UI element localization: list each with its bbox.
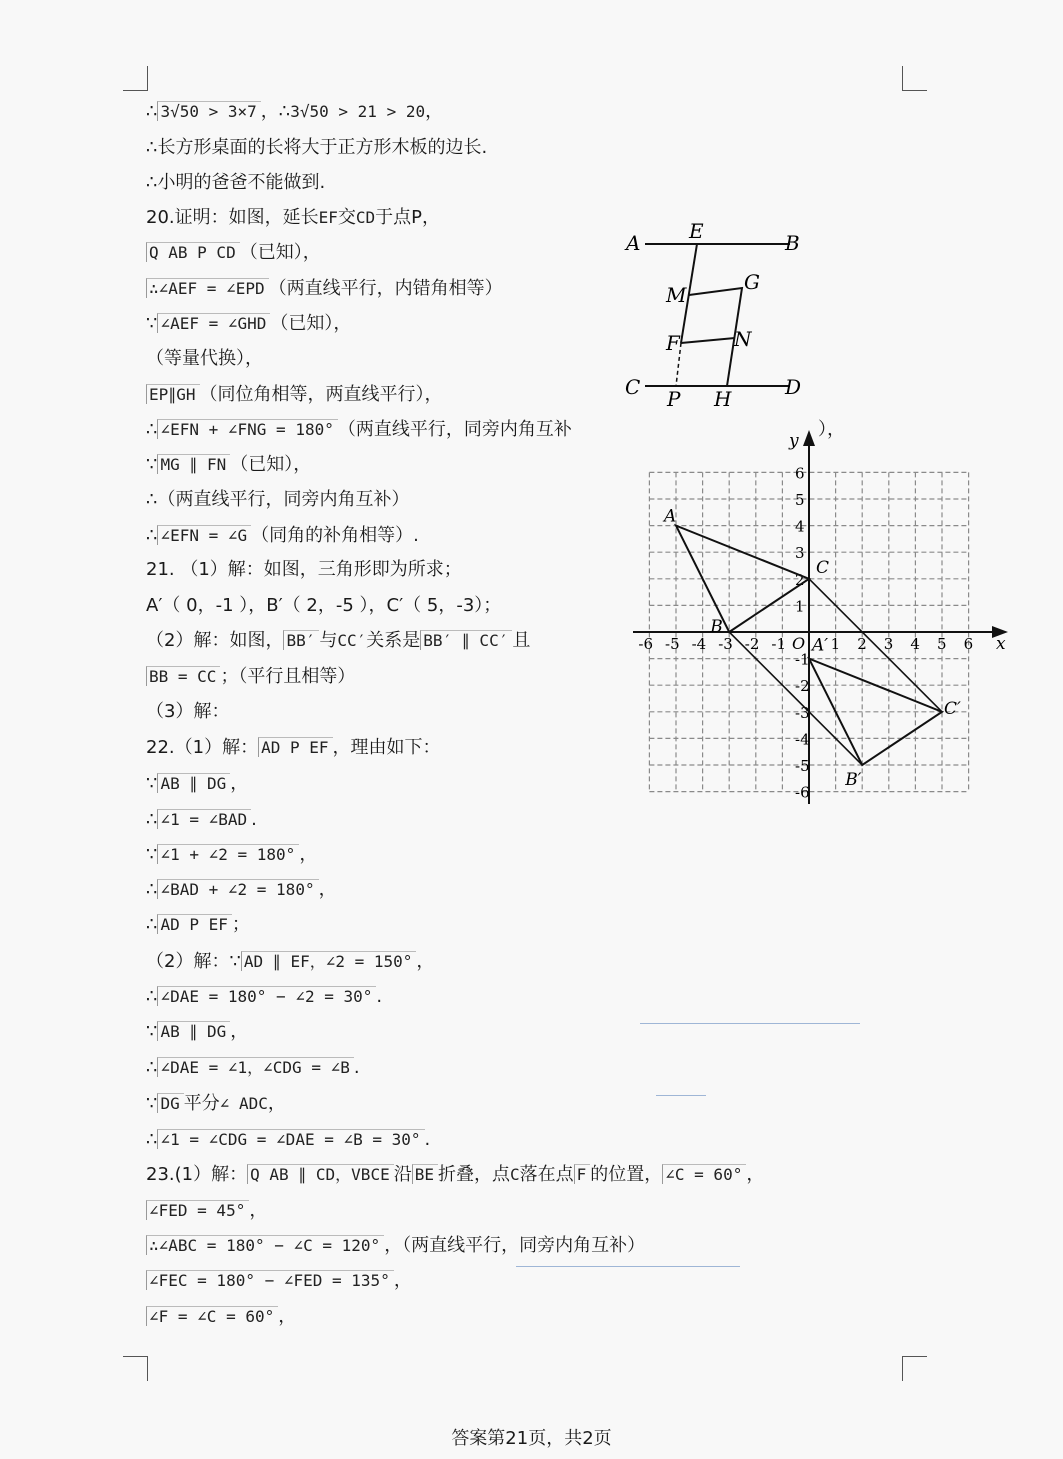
text-fragment: ∴ [146,101,158,122]
label-e: E [689,219,704,243]
page-footer: 答案第21页，共2页 [451,1428,612,1449]
math-expression: ∠FED = 45° [146,1200,249,1220]
label-g: G [744,270,760,294]
math-expression: EP∥GH [146,384,200,404]
x-tick-label: -2 [744,635,760,653]
text-line [146,418,572,442]
label-a: A [626,231,641,255]
y-tick-label: 4 [795,517,805,536]
text-fragment: ∴ [146,986,158,1007]
math-expression: Q AB ∥ CD，VBCE [247,1164,394,1184]
label-n: N [734,327,752,351]
text-fragment: ， [249,1200,268,1221]
text-fragment: 21. （1）解：如图，三角形即为所求； [146,559,462,580]
text-fragment: ∴ [146,809,158,830]
text-fragment: 关系是 [366,630,421,651]
math-expression: DG [157,1093,183,1113]
scan-line-3 [516,1266,740,1267]
y-tick-label: -5 [795,757,810,775]
text-line [146,558,462,582]
point-label: A [664,506,677,527]
text-fragment: 平分 [183,1093,220,1114]
text-line [146,347,263,371]
text-fragment: ， [425,101,444,122]
text-fragment: ， [416,951,435,972]
text-fragment: ，（两直线平行，同旁内角互补） [384,1235,646,1256]
parallel-lines-figure [620,218,820,418]
y-tick-label: 6 [795,464,805,483]
text-line [146,985,382,1009]
text-fragment: 23.(1）解： [146,1164,248,1185]
text-line [146,913,250,937]
crop-mark-bottom-left [123,1356,148,1381]
text-fragment: （等量代换）， [146,348,263,369]
math-expression: ∠1 + ∠2 = 180° [157,844,299,864]
point-label: B [710,617,723,637]
point-label: C′ [944,698,961,719]
text-fragment: ∴小明的爸爸不能做到. [146,172,326,193]
text-fragment: ∴（两直线平行，同旁内角互补） [146,489,410,510]
text-line [146,277,503,301]
label-h: H [714,387,732,411]
text-line [146,1199,267,1223]
text-fragment: ∵ [146,313,158,334]
math-expression: ∠DAE = 180° − ∠2 = 30° [157,986,376,1006]
math-expression: AD ∥ EF，∠2 = 150° [241,951,417,971]
x-tick-label: 4 [910,635,920,653]
math-expression: 3√50 > 3×7 [157,101,260,121]
text-line [146,772,248,796]
math-expression: EF [318,208,338,227]
segment-cc-prime [809,579,942,712]
text-line [146,206,440,230]
text-fragment: . [376,986,383,1007]
math-expression: BE [412,1164,438,1184]
text-line [146,1269,412,1293]
math-expression: AB ∥ DG [157,1021,230,1041]
x-axis-label: x [996,634,1006,654]
text-fragment: ∴ [146,525,158,546]
text-line [146,1056,360,1080]
text-fragment: 20.证明：如图，延长 [146,207,319,228]
text-fragment: ∴ [146,879,158,900]
text-fragment: （两直线平行，同旁内角互补 [337,419,572,440]
math-expression: CC′ [337,631,367,650]
x-tick-label: -6 [638,635,654,653]
text-fragment: ， [267,1093,286,1114]
text-fragment: （已知）， [239,242,321,263]
text-line [146,453,311,477]
text-fragment: . [251,809,257,830]
y-tick-label: -4 [795,730,810,749]
text-fragment: （同角的补角相等）. [251,525,419,546]
origin-label: O [792,634,806,653]
x-tick-label: 6 [963,635,974,653]
text-fragment: ， [278,1306,297,1327]
text-line [146,594,501,618]
label-b: B [785,231,800,255]
math-expression: ∠AEF = ∠GHD [157,313,270,333]
text-line [146,241,321,265]
x-tick-label: 1 [830,635,841,653]
text-fragment: 落在点 [519,1164,574,1185]
x-tick-label: 2 [857,635,867,653]
text-fragment: ∵ [146,773,158,794]
text-line [146,312,351,336]
math-expression: BB = CC [146,666,220,686]
text-fragment: （同位角相等，两直线平行）， [199,384,443,405]
x-tick-label: -1 [771,635,787,653]
crop-mark-top-left [123,66,148,91]
math-expression: ∠DAE = ∠1，∠CDG = ∠B [157,1057,353,1077]
text-line [146,878,337,902]
scan-line-1 [640,1023,860,1024]
x-tick-label: -5 [665,635,680,653]
text-fragment: ， [230,1021,249,1042]
y-tick-label: 3 [795,544,805,563]
text-fragment: ，理由如下： [332,737,441,758]
text-fragment: ， [230,773,249,794]
point-label: C [816,557,830,578]
label-f: F [666,331,680,355]
math-expression: AB ∥ DG [157,773,230,793]
math-expression: AD P EF [157,914,231,934]
math-expression: ∠EFN = ∠G [157,525,251,545]
text-line [146,950,434,974]
math-expression: ∠BAD + ∠2 = 180° [157,879,318,899]
text-fragment: ； [231,914,250,935]
point-label: B′ [845,770,862,790]
text-fragment: （2）解：∵ [146,951,241,972]
label-d: D [785,375,802,399]
math-expression: ∠1 = ∠BAD [157,809,251,829]
math-expression: ∴∠ABC = 180° − ∠C = 120° [146,1235,384,1255]
text-fragment: . [424,1129,431,1150]
scan-line-2 [656,1095,706,1096]
text-fragment: 且 [512,630,531,651]
text-fragment: 与 [319,630,338,651]
math-expression: 3√50 > 21 > 20 [290,102,426,121]
y-tick-label: -2 [795,677,810,696]
text-line [146,629,530,653]
label-m: M [666,283,687,307]
text-fragment: A′（ 0，-1 ），B′（ 2，-5 ），C′（ 5，-3）； [146,595,502,616]
text-line [146,524,419,548]
text-fragment: ， [318,879,337,900]
y-tick-label: 5 [795,491,805,509]
text-fragment: （两直线平行，内错角相等） [268,278,503,299]
text-fragment: ， [746,1164,765,1185]
coordinate-grid-figure [628,426,1013,811]
y-tick-label: 1 [795,597,805,616]
math-expression: ∠C = 60° [662,1164,746,1184]
text-fragment: （已知）， [270,313,352,334]
math-expression: ∠FEC = 180° − ∠FED = 135° [146,1270,394,1290]
text-line [146,1234,645,1258]
text-fragment: ∴长方形桌面的长将大于正方形木板的边长. [146,137,488,158]
y-tick-label: 2 [795,570,805,589]
text-fragment: （2）解：如图， [146,630,284,651]
text-fragment: 22.（1）解： [146,737,259,758]
text-fragment: （已知）， [230,454,312,475]
math-expression: ∴∠AEF = ∠EPD [146,278,269,298]
text-line [146,843,317,867]
text-line [146,100,443,124]
crop-mark-bottom-right [902,1356,927,1381]
text-fragment: 交 [337,207,356,228]
math-expression: MG ∥ FN [157,454,230,474]
text-line [146,665,355,689]
text-line [146,488,409,512]
text-line [146,808,257,832]
text-line [146,1305,296,1329]
x-tick-label: 5 [937,635,947,653]
text-line [146,136,487,160]
x-tick-label: -3 [718,635,733,653]
text-fragment: 折叠，点 [437,1164,510,1185]
text-fragment: 的位置， [590,1164,663,1185]
math-expression: Q AB P CD [146,242,240,262]
x-tick-label: 3 [883,635,894,653]
text-line [146,383,443,407]
text-line [146,1092,286,1116]
text-line [146,1020,248,1044]
text-fragment: 沿 [393,1164,412,1185]
text-fragment: ∵ [146,1021,158,1042]
math-expression: ∠EFN + ∠FNG = 180° [157,419,337,439]
text-fragment: . [353,1057,360,1078]
y-tick-label: -6 [795,783,810,802]
text-line [146,171,325,195]
y-tick-label: -3 [795,703,810,722]
text-fragment: 于点P， [375,207,441,228]
math-expression: AD P EF [258,737,332,757]
label-c: C [625,375,641,399]
math-expression: ∠ ADC [219,1094,268,1113]
text-line [146,736,441,760]
trailing-fragment: ）， [818,419,845,440]
crop-mark-top-right [902,66,927,91]
text-fragment: ∴ [146,1129,158,1150]
math-expression: ∠F = ∠C = 60° [146,1306,278,1326]
y-tick-label: -1 [795,650,810,669]
text-fragment: ∵ [146,844,158,865]
math-expression: ∠1 = ∠CDG = ∠DAE = ∠B = 30° [157,1129,424,1149]
text-line [146,700,229,724]
text-fragment: ， [393,1270,412,1291]
math-expression: CD [355,208,376,227]
text-fragment: ，∴ [260,101,291,122]
text-fragment: ， [299,844,318,865]
text-fragment: ；（平行且相等） [220,666,356,687]
x-tick-label: -4 [691,635,707,653]
label-p: P [667,387,681,411]
text-fragment: ∵ [146,454,158,475]
y-axis-label: y [789,431,799,451]
y-axis-arrow [803,430,815,446]
math-expression: C [509,1165,520,1184]
math-expression: BB′ [283,630,319,650]
text-fragment: ∴ [146,419,158,440]
math-expression: BB′ ∥ CC′ [420,630,512,650]
text-line [146,1128,430,1152]
math-expression: F [574,1164,591,1184]
text-line [146,1163,764,1187]
point-label: A′ [812,635,829,656]
text-fragment: ∵ [146,1093,158,1114]
text-fragment: （3）解： [146,701,230,722]
text-fragment: ∴ [146,914,158,935]
text-fragment: ∴ [146,1057,158,1078]
